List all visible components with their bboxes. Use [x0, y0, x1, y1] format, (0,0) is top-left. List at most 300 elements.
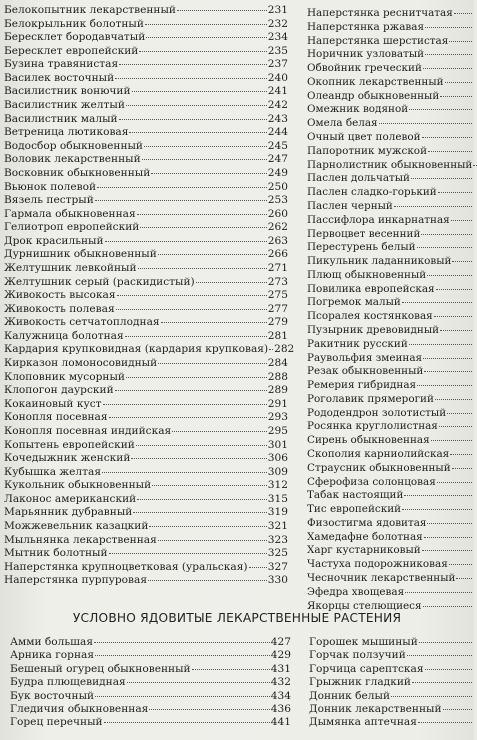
dot-leader [269, 349, 273, 350]
dot-leader [177, 10, 267, 11]
entry-page-number: 319 [267, 506, 288, 519]
entry-name: Горчица сарептская [309, 662, 424, 675]
dot-leader [425, 27, 472, 28]
entry-name: Паслен черный [307, 199, 393, 212]
index-entry [10, 676, 291, 689]
dot-leader [411, 178, 472, 179]
entry-name: Омежник водяной [307, 103, 409, 116]
entry-name: Донник лекарственный [309, 702, 442, 715]
entry-page-number: 301 [267, 438, 288, 451]
dot-leader [95, 696, 270, 697]
entry-name: Арника горная [10, 649, 94, 662]
index-entry [4, 99, 288, 113]
entry-name: Кукольник обыкновенный [4, 479, 152, 492]
index-entry [307, 586, 473, 600]
dot-leader [427, 523, 472, 524]
dot-leader [422, 550, 472, 551]
index-entry [4, 31, 288, 45]
dot-leader [424, 537, 472, 538]
dot-leader [117, 295, 267, 296]
entry-page-number: 288 [267, 370, 288, 383]
dot-leader [172, 431, 267, 432]
entry-name: Паслен дольчатый [307, 172, 410, 185]
dot-leader [451, 220, 472, 221]
entry-name: Раувольфия змеиная [307, 351, 423, 364]
index-entry [307, 517, 473, 531]
index-entry [309, 663, 473, 676]
dot-leader [440, 96, 472, 97]
entry-page-number: 235 [267, 44, 288, 57]
entry-page-number: 275 [267, 289, 288, 302]
index-entry [4, 181, 288, 195]
index-entry [4, 58, 288, 72]
entry-name: Олеандр обыкновенный [307, 89, 440, 102]
dot-leader [447, 413, 472, 414]
entry-name: Гелиотроп европейский [4, 221, 140, 234]
dot-leader [139, 51, 266, 52]
entry-name: Вязель пестрый [4, 194, 94, 207]
index-entry [309, 636, 473, 649]
entry-name: Клоповник мусорный [4, 370, 125, 383]
dot-leader [116, 309, 267, 310]
entry-name: Скополия карниолийская [307, 448, 450, 460]
entry-name: Пассифлора инкарнатная [307, 213, 450, 226]
entry-name: Кубышка желтая [4, 465, 101, 478]
entry-page-number: 306 [267, 452, 288, 465]
index-entry [4, 506, 288, 520]
dot-leader [435, 399, 472, 400]
index-entry [4, 72, 288, 86]
dot-leader [115, 78, 267, 79]
dot-leader [421, 234, 472, 235]
entry-name: Наперстянка крупноцветковая (уральская) [4, 560, 248, 573]
index-entry [4, 303, 288, 317]
dot-leader [125, 336, 267, 337]
dot-leader [161, 322, 267, 323]
index-entry [4, 466, 288, 480]
entry-page-number: 431 [270, 662, 291, 675]
dot-leader [440, 330, 472, 331]
dot-leader [109, 553, 267, 554]
index-entry [309, 676, 473, 689]
index-entry [307, 228, 473, 242]
index-entry [4, 113, 288, 127]
entry-page-number: 241 [267, 85, 288, 98]
dot-leader [152, 485, 267, 486]
entry-name: Плющ обыкновенный [307, 268, 427, 281]
entry-page-number: 434 [270, 689, 291, 702]
index-entry [307, 90, 473, 104]
entry-name: Сферофиза солонцовая [307, 475, 436, 488]
dot-leader [425, 54, 472, 55]
entry-name: Водосбор обыкновенный [4, 139, 143, 152]
entry-name: Эфедра хвощевая [307, 585, 405, 598]
entry-page-number: 293 [267, 411, 288, 424]
dot-leader [443, 709, 472, 710]
index-entry [4, 153, 288, 167]
entry-name: Наперстянка шерстистая [307, 34, 449, 47]
entry-name: Паслен сладко-горький [307, 186, 437, 199]
index-entry [4, 276, 288, 290]
index-entry [307, 338, 473, 352]
entry-page-number: 282 [274, 343, 295, 356]
entry-name: Кочедыжник женский [4, 452, 131, 465]
index-entry [307, 35, 473, 49]
entry-name: Табак настоящий [307, 489, 404, 502]
entry-name: Физостигма ядовитая [307, 516, 427, 529]
entry-name: Пикульник ладанниковый [307, 255, 452, 268]
index-entry [4, 194, 288, 208]
entry-name: Марьянник дубравный [4, 506, 133, 519]
entry-name: Бук восточный [10, 689, 95, 702]
dot-leader [151, 173, 267, 174]
entry-name: Дымянка аптечная [309, 716, 417, 729]
entry-name: Наперстянка пурпуровая [4, 574, 148, 587]
index-entry [307, 21, 473, 35]
dot-leader [97, 187, 267, 188]
index-entry [4, 493, 288, 507]
entry-name: Бешеный огурец обыкновенный [10, 662, 191, 675]
dot-leader [95, 655, 270, 656]
entry-name: Перестурень белый [307, 241, 416, 254]
index-entry [307, 310, 473, 324]
index-entry [307, 62, 473, 76]
dot-leader [438, 192, 472, 193]
entry-page-number: 279 [267, 316, 288, 329]
dot-leader [449, 41, 472, 42]
entry-name: Частуха подорожниковая [307, 558, 448, 571]
dot-leader [192, 669, 270, 670]
entry-name: Очный цвет полевой [307, 131, 421, 144]
dot-leader [409, 344, 472, 345]
entry-page-number: 232 [267, 17, 288, 30]
entry-name: Кокаиновый куст [4, 397, 102, 410]
entry-page-number: 253 [267, 194, 288, 207]
entry-name: Ракитник русский [307, 337, 408, 350]
index-entry [4, 561, 288, 575]
dot-leader [454, 13, 472, 14]
index-entry [307, 379, 473, 393]
dot-leader [402, 509, 472, 510]
dot-leader [425, 669, 472, 670]
entry-name: Погремок малый [307, 296, 401, 309]
index-entry [309, 716, 473, 729]
dot-leader [196, 282, 267, 283]
index-entry [4, 248, 288, 262]
entry-page-number: 295 [267, 424, 288, 437]
index-entry [4, 167, 288, 181]
index-entry [307, 214, 473, 228]
entry-name: Воловик лекарственный [4, 153, 141, 166]
dot-leader [427, 275, 472, 276]
entry-name: Кардария крупковидная (кардария крупковая) [4, 343, 269, 356]
index-column-right [307, 7, 473, 613]
dot-leader [104, 722, 270, 723]
index-entry [10, 690, 291, 703]
dot-leader [132, 91, 267, 92]
index-entry [307, 352, 473, 366]
index-entry [307, 324, 473, 338]
section-heading: УСЛОВНО ЯДОВИТЫЕ ЛЕКАРСТВЕННЫЕ РАСТЕНИЯ [72, 611, 402, 625]
index-entry [307, 103, 473, 117]
index-entry [307, 186, 473, 200]
entry-name: Василек восточный [4, 71, 115, 84]
index-entry [307, 117, 473, 131]
entry-name: Ветреница лютиковая [4, 126, 129, 139]
index-entry [307, 200, 473, 214]
entry-name: Клопогон даурский [4, 384, 114, 397]
dot-leader [423, 606, 472, 607]
index-entry [307, 76, 473, 90]
index-entry [4, 289, 288, 303]
index-entry [4, 235, 288, 249]
entry-name: Желтушник серый (раскидистый) [4, 275, 195, 288]
entry-name: Конопля посевная индийская [4, 424, 172, 437]
index-entry [307, 489, 473, 503]
index-entry [307, 420, 473, 434]
entry-name: Харг кустарниковый [307, 544, 421, 557]
index-entry [307, 393, 473, 407]
dot-leader [94, 642, 270, 643]
dot-leader [452, 468, 472, 469]
entry-name: Живокость высокая [4, 289, 116, 302]
entry-page-number: 309 [267, 465, 288, 478]
dot-leader [138, 268, 267, 269]
entry-page-number: 281 [267, 329, 288, 342]
index-entry [307, 544, 473, 558]
dot-leader [412, 682, 472, 683]
entry-name: Наперстянка реснитчатая [307, 7, 453, 19]
index-entry [4, 452, 288, 466]
entry-page-number: 277 [267, 302, 288, 315]
entry-name: Рододендрон золотистый [307, 406, 447, 419]
entry-page-number: 323 [267, 533, 288, 546]
entry-name: Окопник лекарственный [307, 75, 444, 88]
entry-name: Калужница болотная [4, 329, 124, 342]
entry-name: Лаконос американский [4, 492, 137, 505]
entry-name: Кирказон ломоносовидный [4, 357, 158, 370]
index-entry [4, 126, 288, 140]
dot-leader [450, 454, 472, 455]
dot-leader [422, 137, 472, 138]
index-entry [307, 365, 473, 379]
dot-leader [119, 64, 267, 65]
entry-name: Резак обыкновенный [307, 365, 424, 378]
index-entry [10, 663, 291, 676]
dot-leader [379, 123, 472, 124]
entry-name: Восковник обыкновенный [4, 166, 151, 179]
index-entry [4, 85, 288, 99]
dot-leader [133, 512, 266, 513]
entry-name: Обвойник греческий [307, 62, 422, 75]
index-entry [4, 425, 288, 439]
index-entry [4, 547, 288, 561]
dot-leader [119, 119, 267, 120]
entry-name: Мыльнянка лекарственная [4, 533, 157, 546]
index-entry [4, 520, 288, 534]
entry-page-number: 427 [270, 636, 291, 648]
dot-leader [146, 37, 266, 38]
index-entry [307, 296, 473, 310]
index-entry [307, 48, 473, 62]
entry-name: Живокость полевая [4, 302, 115, 315]
index-entry [10, 716, 291, 729]
entry-name: Росянка круглолистная [307, 420, 438, 433]
entry-name: Бересклет европейский [4, 44, 139, 57]
dot-leader [115, 390, 267, 391]
index-entry [307, 255, 473, 269]
section-column-left [10, 636, 291, 730]
dot-leader [394, 206, 472, 207]
entry-page-number: 243 [267, 112, 288, 125]
index-entry [4, 330, 288, 344]
index-entry [307, 145, 473, 159]
section-column-right [309, 636, 473, 730]
entry-page-number: 429 [270, 649, 291, 662]
entry-name: Василистник желтый [4, 99, 125, 112]
index-entry [309, 690, 473, 703]
entry-name: Гледичия обыкновенная [10, 702, 149, 715]
index-entry [309, 703, 473, 716]
entry-name: Белокрыльник болотный [4, 17, 144, 30]
entry-page-number: 245 [267, 139, 288, 152]
entry-name: Парнолистник обыкновенный [307, 158, 473, 171]
index-entry [307, 476, 473, 490]
entry-name: Амми большая [10, 636, 94, 648]
dot-leader [407, 655, 472, 656]
index-entry [4, 398, 288, 412]
dot-leader [126, 377, 267, 378]
dot-leader [424, 371, 472, 372]
dot-leader [136, 445, 267, 446]
entry-page-number: 321 [267, 519, 288, 532]
entry-name: Омела белая [307, 117, 378, 130]
entry-name: Белокопытник лекарственный [4, 4, 176, 16]
dot-leader [129, 132, 266, 133]
index-entry [4, 384, 288, 398]
entry-name: Можжевельник казацкий [4, 519, 149, 532]
index-entry [10, 703, 291, 716]
dot-leader [452, 261, 472, 262]
dot-leader [423, 358, 472, 359]
entry-name: Ремерия гибридная [307, 379, 417, 392]
entry-page-number: 244 [267, 126, 288, 139]
entry-name: Бузина травянистая [4, 58, 119, 71]
index-entry [307, 131, 473, 145]
entry-name: Норичник узловатый [307, 48, 425, 61]
entry-name: Горчак ползучий [309, 649, 406, 662]
entry-name: Горец перечный [10, 716, 103, 729]
index-entry [307, 159, 473, 173]
entry-page-number: 325 [267, 547, 288, 560]
index-entry [4, 4, 288, 18]
dot-leader [431, 440, 472, 441]
entry-page-number: 260 [267, 207, 288, 220]
dot-leader [149, 709, 269, 710]
index-entry [10, 649, 291, 662]
entry-name: Якорцы стелющиеся [307, 599, 422, 612]
dot-leader [137, 499, 267, 500]
index-entry [307, 172, 473, 186]
dot-leader [456, 578, 472, 579]
entry-page-number: 432 [270, 676, 291, 689]
dot-leader [158, 363, 267, 364]
entry-name: Горошек мышиный [309, 636, 418, 648]
dot-leader [103, 404, 267, 405]
dot-leader [419, 642, 472, 643]
entry-page-number: 441 [270, 716, 291, 729]
dot-leader [158, 254, 267, 255]
index-entry [307, 7, 473, 21]
dot-leader [423, 68, 472, 69]
dot-leader [473, 165, 477, 166]
entry-name: Бересклет бородавчатый [4, 31, 146, 44]
index-entry [4, 45, 288, 59]
index-entry [4, 18, 288, 32]
entry-page-number: 291 [267, 397, 288, 410]
index-entry [307, 283, 473, 297]
entry-name: Копытень европейский [4, 438, 135, 451]
dot-leader [131, 458, 266, 459]
entry-name: Василистник вонючий [4, 85, 131, 98]
index-entry [307, 407, 473, 421]
dot-leader [434, 316, 472, 317]
entry-page-number: 315 [267, 492, 288, 505]
index-entry [4, 357, 288, 371]
entry-name: Вьюнок полевой [4, 180, 97, 193]
index-entry [4, 479, 288, 493]
dot-leader [439, 426, 472, 427]
entry-page-number: 250 [267, 180, 288, 193]
entry-page-number: 262 [267, 221, 288, 234]
index-entry [307, 503, 473, 517]
entry-name: Наперстянка ржавая [307, 20, 425, 33]
entry-name: Дурнишник обыкновенный [4, 248, 157, 261]
entry-page-number: 312 [267, 479, 288, 492]
dot-leader [409, 109, 472, 110]
entry-name: Первоцвет весенний [307, 227, 421, 240]
entry-page-number: 242 [267, 99, 288, 112]
dot-leader [391, 696, 472, 697]
entry-page-number: 240 [267, 71, 288, 84]
dot-leader [158, 540, 267, 541]
entry-name: Дрок красильный [4, 234, 104, 247]
dot-leader [417, 385, 472, 386]
dot-leader [126, 105, 267, 106]
dot-leader [145, 24, 267, 25]
index-entry [4, 439, 288, 453]
entry-page-number: 327 [267, 560, 288, 573]
dot-leader [428, 151, 472, 152]
entry-name: Желтушник левкойный [4, 261, 137, 274]
entry-name: Повилика европейская [307, 282, 435, 295]
entry-name: Живокость сетчатоплодная [4, 316, 160, 329]
index-entry [4, 411, 288, 425]
entry-name: Пузырник древовидный [307, 323, 440, 336]
dot-leader [137, 214, 267, 215]
index-entry [4, 262, 288, 276]
entry-page-number: 231 [267, 4, 288, 16]
entry-page-number: 266 [267, 248, 288, 261]
entry-name: Тис европейский [307, 503, 402, 516]
entry-page-number: 271 [267, 261, 288, 274]
entry-page-number: 289 [267, 384, 288, 397]
index-entry [4, 316, 288, 330]
dot-leader [405, 592, 472, 593]
entry-name: Роголавик прямерогий [307, 392, 434, 405]
dot-leader [102, 472, 267, 473]
entry-name: Сирень обыкновенная [307, 434, 430, 447]
